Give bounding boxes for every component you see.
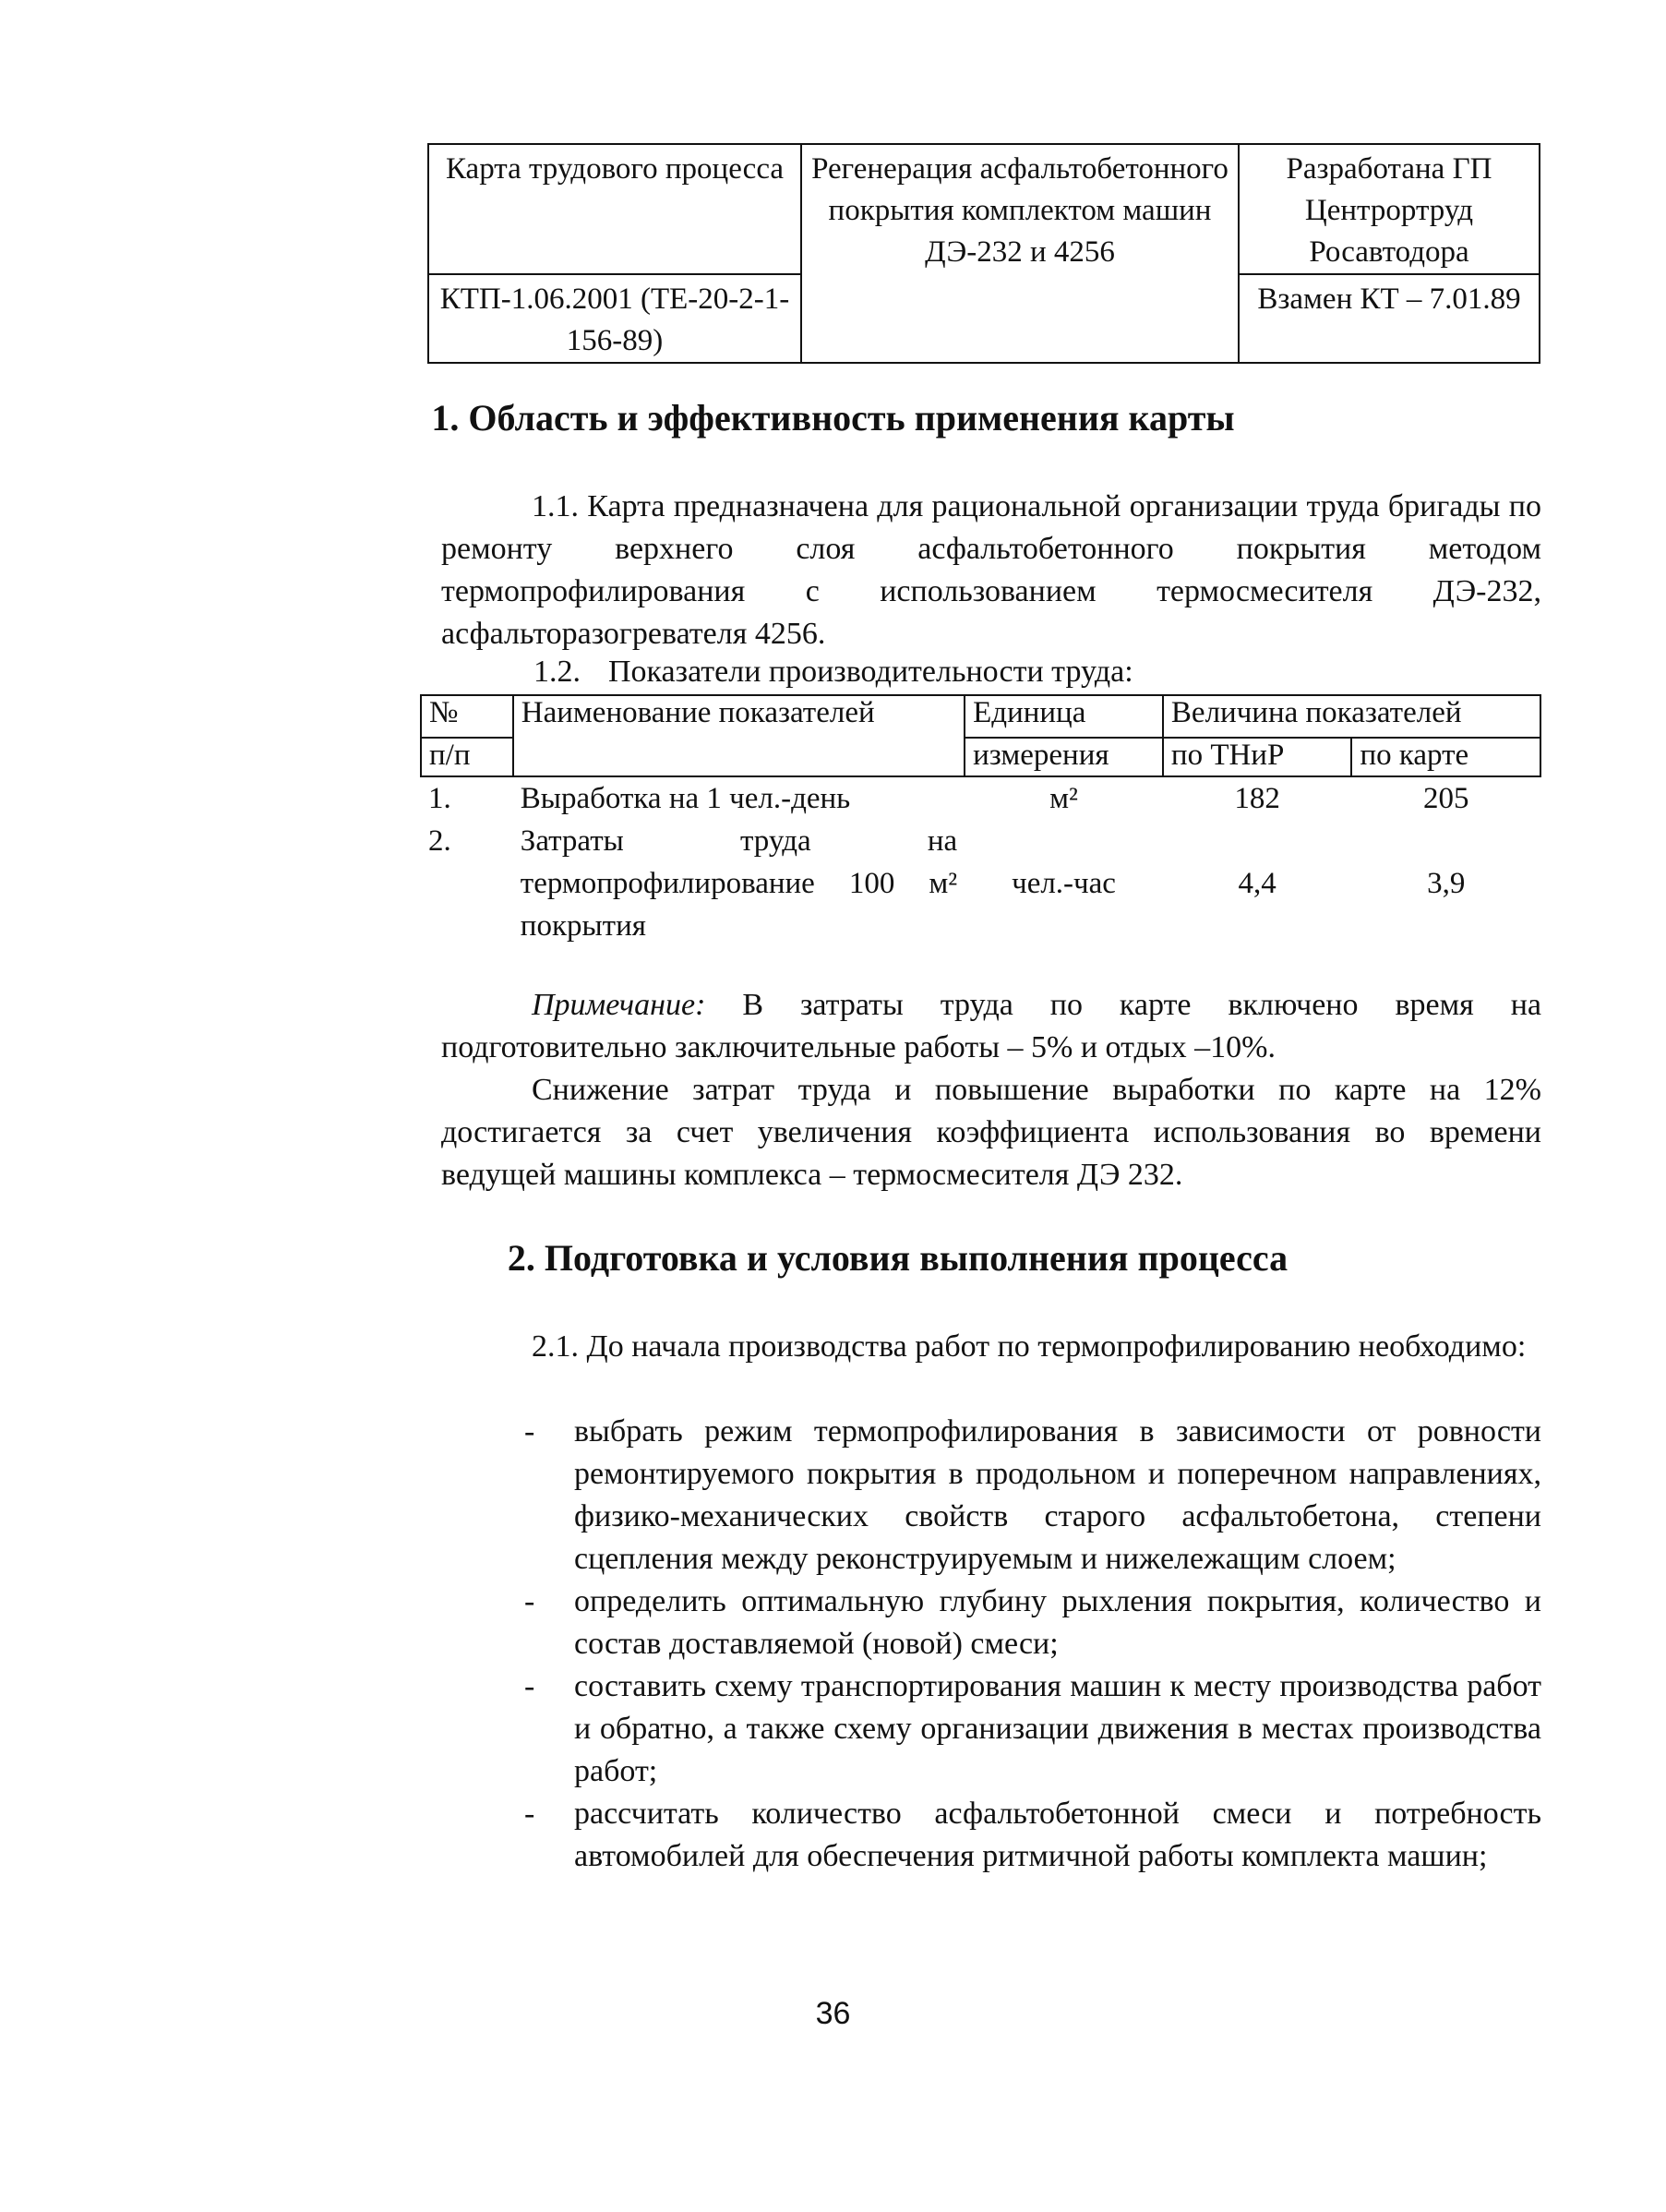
row-unit: м² [1049, 782, 1078, 815]
paragraph-2-1: 2.1. До начала производства работ по термопрофилированию необходимо: [532, 1329, 1527, 1364]
note-text: В затраты труда по карте включено время на подготовительно заключительные работы – 5% и отдых –10%. [441, 988, 1541, 1064]
developer-cell: Разработана ГП Центрортруд Росавтодора [1239, 144, 1540, 274]
paragraph-1-2-number: 1.2. [533, 655, 581, 689]
col-header-num: № [421, 695, 513, 738]
row-tnir: 4,4 [1238, 867, 1276, 900]
indicators-table [420, 694, 1541, 947]
section2-heading: 2. Подготовка и условия выполнения процесса [507, 1237, 1288, 1279]
row-num: 2. [428, 824, 451, 858]
row-card: 205 [1422, 782, 1469, 815]
list-item: - определить оптимальную глубину рыхления покрытия, количество и состав доставляемой (новой) смеси; [517, 1581, 1541, 1665]
col-header-num-2: п/п [421, 738, 513, 776]
card-label-cell: Карта трудового процесса [428, 144, 801, 274]
card-header-table [427, 143, 1540, 364]
list-item: - выбрать режим термопрофилирования в зависимости от ровности ремонтируемого покрытия в продольном и поперечном направлениях, физико-механических свойств старого асфальтобетона, степени сцепления между реконструируемым и нижележащим слоем; [517, 1411, 1541, 1581]
col-header-tnir: по ТНиР [1163, 738, 1352, 776]
preparation-list [517, 1411, 1541, 1878]
paragraph-1-1: 1.1. Карта предназначена для рациональной организации труда бригады по ремонту верхнего слоя асфальтобетонного покрытия методом термопрофилирования с использованием термосмесителя ДЭ-232, асфальторазогревателя 4256. [441, 489, 1541, 651]
card-title-cell: Регенерация асфальтобетонного покрытия комплектом машин ДЭ-232 и 4256 [801, 144, 1239, 363]
note-label: Примечание: [532, 988, 706, 1022]
section1-heading: 1. Область и эффективность применения карты [431, 397, 1235, 439]
list-item: - рассчитать количество асфальтобетонной смеси и потребность автомобилей для обеспечения ритмичной работы комплекта машин; [517, 1793, 1541, 1878]
row-name: Выработка на 1 чел.-день [520, 782, 851, 815]
row-tnir: 182 [1234, 782, 1280, 815]
paragraph-efficiency: Снижение затрат труда и повышение выработки по карте на 12% достигается за счет увеличения коэффициента использования во времени ведущей машины комплекса – термосмесителя ДЭ 232. [441, 1073, 1541, 1192]
paragraph-1-2 [533, 651, 1133, 693]
paragraph-1-2-text: Показатели производительности труда: [608, 655, 1133, 689]
row-num: 1. [428, 782, 451, 815]
row-unit: чел.-час [1012, 867, 1116, 900]
col-header-name: Наименование показателей [513, 695, 965, 776]
col-header-unit-2: измерения [965, 738, 1163, 776]
card-code-cell: КТП-1.06.2001 (ТЕ-20-2-1-156-89) [428, 274, 801, 363]
note-paragraph [441, 984, 1541, 1069]
row-name: Затраты труда на термопрофилирование 100 м² покрытия [520, 824, 958, 943]
table-row [421, 776, 1540, 820]
table-row [421, 820, 1540, 947]
col-header-value: Величина показателей [1163, 695, 1540, 738]
col-header-unit: Единица [965, 695, 1163, 738]
page-number: 36 [815, 1996, 851, 2031]
row-card: 3,9 [1427, 867, 1466, 900]
list-item: - составить схему транспортирования машин к месту производства работ и обратно, а также схему организации движения в местах производства работ; [517, 1665, 1541, 1793]
col-header-card: по карте [1351, 738, 1540, 776]
replaces-cell: Взамен КТ – 7.01.89 [1239, 274, 1540, 363]
